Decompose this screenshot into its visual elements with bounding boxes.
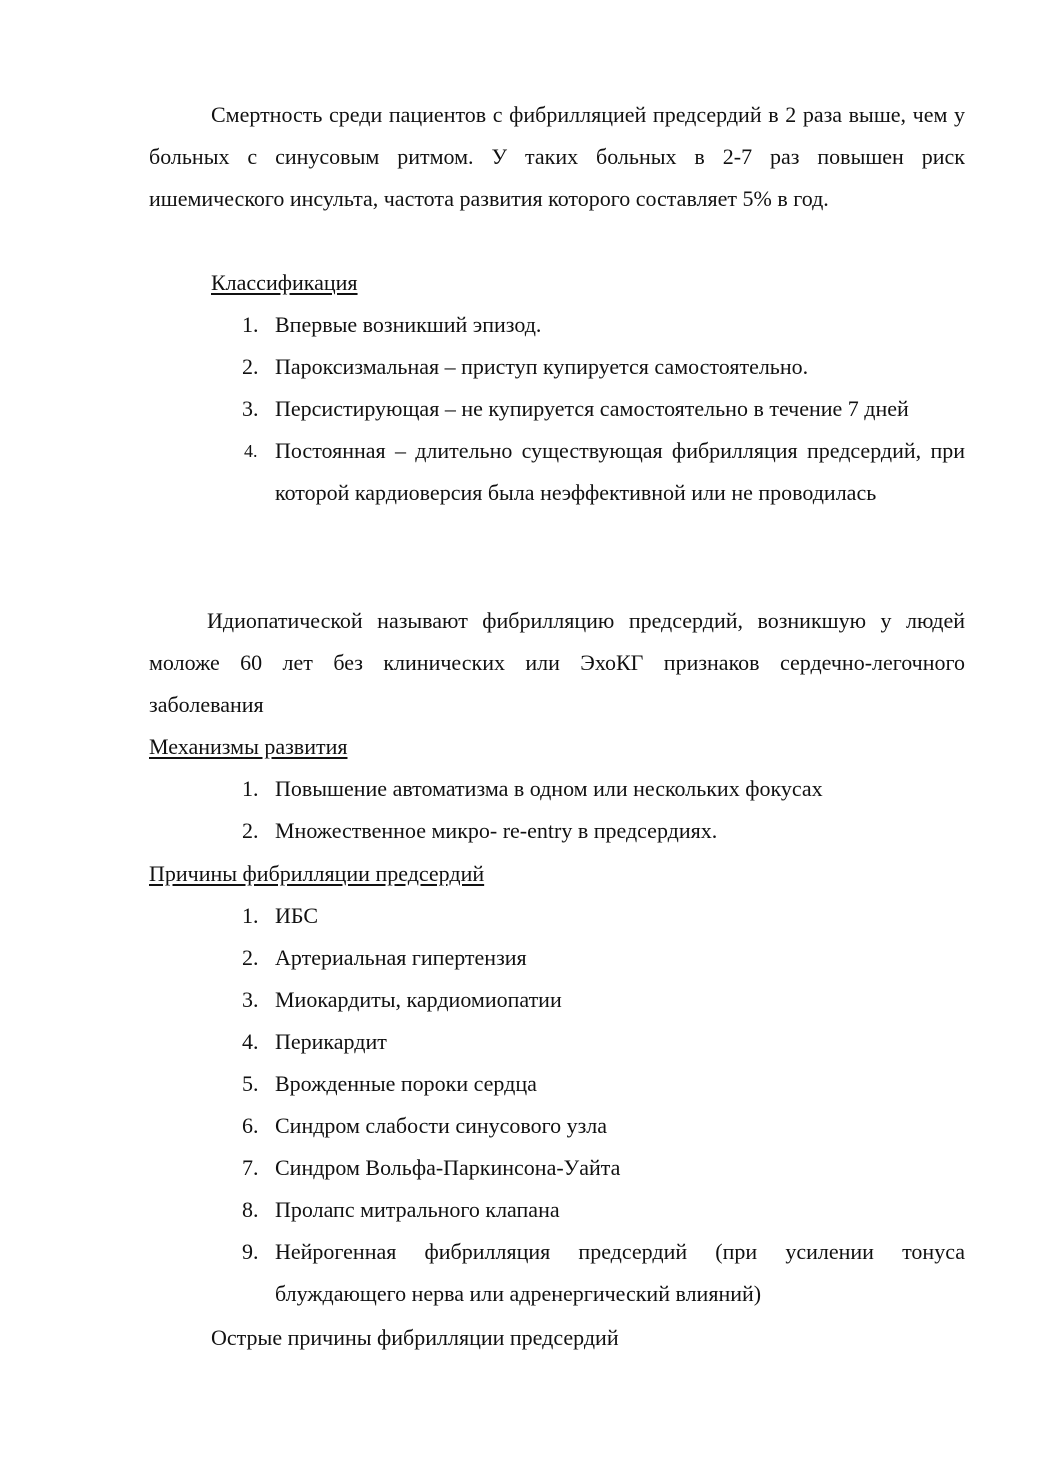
list-item-number: 2. bbox=[242, 818, 259, 843]
list-item-text: Перикардит bbox=[275, 1029, 387, 1054]
list-item bbox=[0, 895, 965, 937]
intro-paragraph: Смертность среди пациентов с фибрилляцией предсердий в 2 раза выше, чем у больных с синусовым ритмом. У таких больных в 2-7 раз повышен риск ишемического инсульта, частота развития которого составляет 5% в год. bbox=[149, 102, 965, 211]
classification-list bbox=[0, 304, 965, 514]
causes-heading: Причины фибрилляции предсердий bbox=[149, 861, 485, 886]
list-item bbox=[0, 1063, 965, 1105]
list-item-text: Нейрогенная фибрилляция предсердий (при усилении тонуса блуждающего нерва или адренергический влияний) bbox=[275, 1239, 965, 1306]
list-item-text: Миокардиты, кардиомиопатии bbox=[275, 987, 562, 1012]
list-item-number: 8. bbox=[242, 1197, 259, 1222]
list-item-text: Впервые возникший эпизод. bbox=[275, 312, 542, 337]
list-item-text: Артериальная гипертензия bbox=[275, 945, 527, 970]
list-item-number: 2. bbox=[242, 945, 259, 970]
list-item-number: 7. bbox=[242, 1155, 259, 1180]
list-item bbox=[0, 768, 965, 810]
list-item bbox=[0, 1147, 965, 1189]
list-item bbox=[0, 388, 965, 430]
list-item-number: 1. bbox=[242, 903, 259, 928]
list-item-number: 5. bbox=[242, 1071, 259, 1096]
list-item-text: Синдром Вольфа-Паркинсона-Уайта bbox=[275, 1155, 621, 1180]
list-item-text: Множественное микро- re-entry в предсердиях. bbox=[275, 818, 718, 843]
list-item-text: Постоянная – длительно существующая фибрилляция предсердий, при которой кардиоверсия была неэффективной или не проводилась bbox=[275, 438, 965, 505]
list-item bbox=[0, 1105, 965, 1147]
list-item-number: 1. bbox=[242, 312, 259, 337]
list-item bbox=[0, 937, 965, 979]
classification-heading: Классификация bbox=[211, 270, 358, 295]
list-item-number: 4. bbox=[244, 441, 258, 461]
list-item-text: Врожденные пороки сердца bbox=[275, 1071, 537, 1096]
mechanisms-heading: Механизмы развития bbox=[149, 734, 348, 759]
list-item bbox=[0, 1021, 965, 1063]
list-item-number: 9. bbox=[242, 1239, 259, 1264]
list-item bbox=[0, 430, 965, 514]
list-item bbox=[0, 810, 965, 852]
list-item-text: Повышение автоматизма в одном или нескольких фокусах bbox=[275, 776, 823, 801]
list-item bbox=[0, 979, 965, 1021]
list-item-number: 3. bbox=[242, 987, 259, 1012]
list-item-number: 2. bbox=[242, 354, 259, 379]
mechanisms-list bbox=[0, 768, 965, 852]
list-item-number: 1. bbox=[242, 776, 259, 801]
list-item bbox=[0, 304, 965, 346]
list-item-number: 3. bbox=[242, 396, 259, 421]
list-item-number: 6. bbox=[242, 1113, 259, 1138]
acute-causes-heading: Острые причины фибрилляции предсердий bbox=[211, 1325, 619, 1350]
list-item-number: 4. bbox=[242, 1029, 259, 1054]
list-item-text: Персистирующая – не купируется самостоятельно в течение 7 дней bbox=[275, 396, 909, 421]
list-item-text: Синдром слабости синусового узла bbox=[275, 1113, 608, 1138]
causes-list bbox=[0, 895, 965, 1315]
list-item-text: Пароксизмальная – приступ купируется самостоятельно. bbox=[275, 354, 809, 379]
list-item-text: Пролапс митрального клапана bbox=[275, 1197, 560, 1222]
list-item bbox=[0, 346, 965, 388]
idiopathic-paragraph: Идиопатической называют фибрилляцию предсердий, возникшую у людей моложе 60 лет без клинических или ЭхоКГ признаков сердечно-легочного заболевания bbox=[149, 608, 965, 717]
list-item bbox=[0, 1189, 965, 1231]
list-item bbox=[0, 1231, 965, 1315]
list-item-text: ИБС bbox=[275, 903, 319, 928]
